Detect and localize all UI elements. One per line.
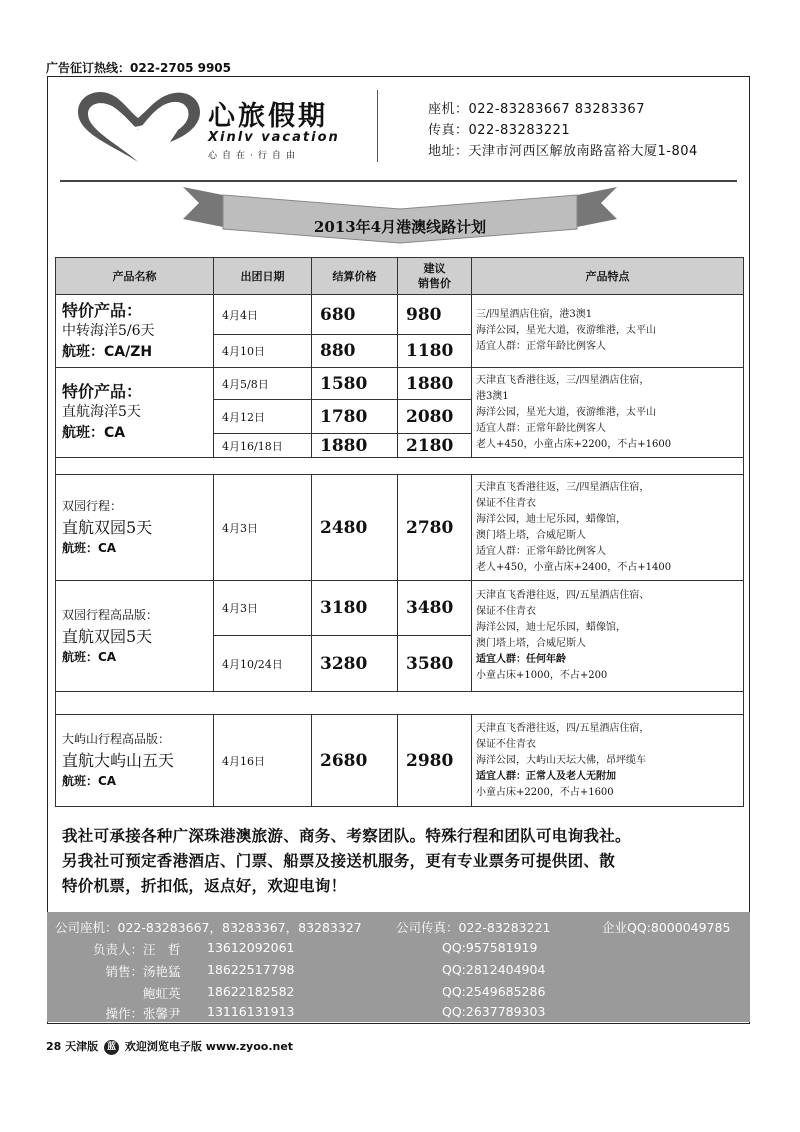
retail-price: 1880 — [398, 368, 472, 400]
feature-line: 海洋公园，星光大道，夜游维港，太平山 — [476, 325, 656, 336]
settle-price: 2480 — [312, 475, 398, 581]
feature-line: 老人+450，小童占床+2400，不占+1400 — [476, 561, 672, 573]
company-logo — [74, 86, 374, 166]
settle-price: 680 — [312, 295, 398, 335]
feature-line: 适宜人群：正常年龄比例客人 — [476, 422, 606, 434]
company-fax: 公司传真：022-83283221 — [396, 920, 551, 935]
retail-price: 1180 — [398, 335, 472, 368]
contact-panel — [47, 912, 750, 1022]
feature-line: 澳门塔上塔，合威尼斯人 — [476, 529, 586, 541]
features-cell — [472, 475, 744, 581]
table-header-row — [56, 258, 744, 295]
edition-label: 天津版 — [65, 1040, 99, 1053]
date-cell: 4月4日 — [214, 295, 312, 335]
contact-role: 负责人： — [92, 942, 143, 957]
features-cell — [472, 581, 744, 692]
company-phone: 公司座机：022-83283667，83283367，83283327 — [55, 920, 362, 935]
feature-line: 小童占床+2200，不占+1600 — [476, 786, 614, 798]
settle-price: 1880 — [312, 434, 398, 458]
contact-phone: 18622517798 — [207, 962, 295, 977]
product-line: 直航大屿山五天 — [62, 751, 175, 770]
product-line: 航班：CA — [62, 774, 117, 788]
product-cell — [56, 715, 214, 807]
retail-price: 3480 — [398, 581, 472, 636]
logo-chinese-name: 心旅假期 — [208, 101, 328, 132]
product-line: 航班：CA — [62, 649, 117, 664]
table-row — [56, 475, 744, 581]
product-line: 双园行程高品版： — [62, 607, 159, 622]
feature-line: 天津直飞香港往返，三/四星酒店住宿， — [476, 374, 650, 386]
footer-text: 欢迎浏览电子版 — [124, 1040, 202, 1053]
settle-price: 1780 — [312, 400, 398, 434]
settle-price: 3280 — [312, 636, 398, 692]
retail-price: 2080 — [398, 400, 472, 434]
contact-phone: 18622182582 — [207, 984, 295, 999]
feature-line: 保证不住青衣 — [476, 738, 536, 750]
table-row — [56, 295, 744, 335]
feature-line: 海洋公园，迪士尼乐园，蜡像馆， — [476, 622, 626, 633]
feature-line: 港3澳1 — [476, 390, 509, 402]
feature-line: 澳门塔上塔，合威尼斯人 — [476, 638, 586, 649]
contact-qq: QQ:2637789303 — [442, 1004, 546, 1019]
date-cell: 4月3日 — [214, 475, 312, 581]
feature-line: 海洋公园，大屿山天坛大佛，昂坪缆车 — [476, 754, 646, 766]
table-row — [56, 368, 744, 400]
feature-line: 天津直飞香港往返，四/五星酒店住宿、 — [476, 590, 650, 601]
heart-logo-icon — [74, 86, 204, 166]
retail-price: 2980 — [398, 715, 472, 807]
header-address: 地址：天津市河西区解放南路富裕大厦1-804 — [428, 144, 698, 159]
promo-line: 我社可承接各种广深珠港澳旅游、商务、考察团队。特殊行程和团队可电询我社。 — [62, 827, 631, 845]
product-cell — [56, 295, 214, 368]
product-line: 大屿山行程高品版： — [62, 732, 171, 746]
product-line: 特价产品： — [62, 300, 143, 320]
company-qq: 企业QQ:8000049785 — [602, 920, 731, 935]
contact-qq: QQ:2812404904 — [442, 962, 546, 977]
feature-line: 天津直飞香港往返，三/四星酒店住宿， — [476, 481, 650, 493]
logo-slogan: 心自在·行自由 — [208, 151, 300, 161]
feature-line: 老人+450，小童占床+2200，不占+1600 — [476, 438, 672, 450]
route-plan-table — [55, 257, 744, 807]
feature-line: 小童占床+1000，不占+200 — [476, 670, 608, 681]
promo-line: 特价机票，折扣低，返点好，欢迎电询！ — [62, 877, 347, 895]
product-cell — [56, 475, 214, 581]
product-line: 直航海洋5天 — [62, 404, 141, 420]
ad-hotline: 广告征订热线：022-2705 9905 — [46, 61, 232, 75]
product-line: 双园行程： — [62, 499, 123, 513]
contact-phone: 13116131913 — [207, 1004, 295, 1019]
header-product: 产品名称 — [56, 258, 214, 295]
feature-line: 适宜人群：正常人及老人无附加 — [476, 770, 616, 782]
spacer-row — [56, 692, 744, 715]
header-divider — [377, 90, 378, 162]
header-rule — [60, 180, 737, 182]
date-cell: 4月5/8日 — [214, 368, 312, 400]
contact-name: 汤艳猛 — [143, 964, 181, 979]
table-row — [56, 715, 744, 807]
date-cell: 4月16日 — [214, 715, 312, 807]
features-cell — [472, 715, 744, 807]
contact-qq: QQ:2549685286 — [442, 984, 546, 999]
date-cell: 4月10日 — [214, 335, 312, 368]
features-cell — [472, 295, 744, 368]
retail-price: 2180 — [398, 434, 472, 458]
spacer-row — [56, 458, 744, 475]
product-line: 直航双园5天 — [62, 518, 153, 537]
table-row — [56, 581, 744, 636]
retail-price: 2780 — [398, 475, 472, 581]
blue-badge-icon: 蓝 — [104, 1040, 119, 1055]
contact-name: 汪 哲 — [143, 942, 181, 957]
logo-english-name: Xinlv vacation — [208, 130, 340, 145]
header-phone: 座机：022-83283667 83283367 — [428, 102, 645, 117]
contact-role: 销售： — [105, 964, 143, 979]
product-cell — [56, 581, 214, 692]
header-retail: 建议 销售价 — [398, 258, 472, 295]
header-features: 产品特点 — [472, 258, 744, 295]
date-cell: 4月3日 — [214, 581, 312, 636]
feature-line: 海洋公园，星光大道，夜游维港，太平山 — [476, 406, 656, 418]
page-title: 2013年4月港澳线路计划 — [313, 218, 487, 236]
page-number: 28 — [46, 1040, 62, 1053]
features-cell — [472, 368, 744, 458]
promo-text — [62, 824, 752, 899]
date-cell: 4月12日 — [214, 400, 312, 434]
settle-price: 1580 — [312, 368, 398, 400]
settle-price: 2680 — [312, 715, 398, 807]
header-settle: 结算价格 — [312, 258, 398, 295]
settle-price: 880 — [312, 335, 398, 368]
product-line: 特价产品： — [62, 382, 143, 401]
page-footer — [46, 1038, 293, 1055]
feature-line: 适宜人群：正常年龄比例客人 — [476, 341, 606, 352]
contact-role: 操作： — [105, 1006, 143, 1021]
product-line: 中转海洋5/6天 — [62, 322, 155, 339]
product-cell — [56, 368, 214, 458]
feature-line: 海洋公园，迪士尼乐园，蜡像馆， — [476, 513, 626, 525]
product-line: 航班：CA — [62, 425, 126, 441]
contact-name: 张馨尹 — [143, 1006, 181, 1021]
feature-line: 三/四星酒店住宿，港3澳1 — [476, 309, 593, 320]
contact-qq: QQ:957581919 — [442, 940, 538, 955]
product-line: 航班：CA/ZH — [62, 343, 153, 360]
promo-line: 另我社可预定香港酒店、门票、船票及接送机服务，更有专业票务可提供团、散 — [62, 852, 616, 870]
header-date: 出团日期 — [214, 258, 312, 295]
header-fax: 传真：022-83283221 — [428, 123, 571, 138]
contact-name: 鲍虹英 — [143, 986, 181, 1001]
retail-price: 980 — [398, 295, 472, 335]
feature-line: 天津直飞香港往返，四/五星酒店住宿， — [476, 722, 650, 734]
date-cell: 4月16/18日 — [214, 434, 312, 458]
product-line: 航班：CA — [62, 541, 117, 555]
retail-price: 3580 — [398, 636, 472, 692]
footer-url[interactable]: www.zyoo.net — [205, 1040, 294, 1053]
feature-line: 适宜人群：任何年龄 — [476, 654, 566, 665]
feature-line: 保证不住青衣 — [476, 497, 536, 509]
date-cell: 4月10/24日 — [214, 636, 312, 692]
product-line: 直航双园5天 — [62, 626, 153, 646]
feature-line: 保证不住青衣 — [476, 606, 536, 617]
settle-price: 3180 — [312, 581, 398, 636]
feature-line: 适宜人群：正常年龄比例客人 — [476, 545, 606, 557]
contact-phone: 13612092061 — [207, 940, 295, 955]
